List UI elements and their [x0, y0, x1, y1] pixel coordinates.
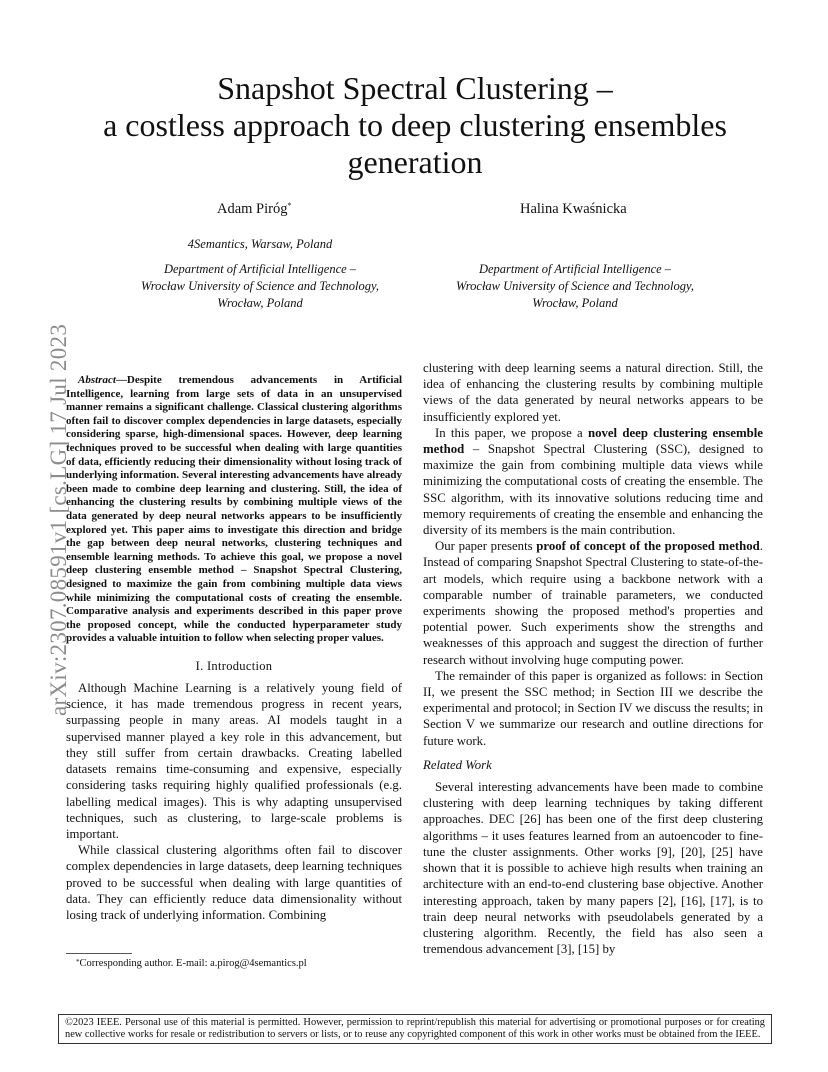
abstract-label: Abstract	[78, 374, 116, 386]
title-line: a costless approach to deep clustering ensembles	[103, 107, 727, 143]
arxiv-identifier: arXiv:2307.08591v1 [cs.LG] 17 Jul 2023	[46, 323, 71, 716]
footnote-divider	[66, 953, 132, 954]
body-paragraph: Several interesting advancements have been made to combine clustering with deep learning techniques by taking different approaches. DEC [26] has been one of the first deep clustering algorithms – it uses features learned from an autoencoder to fine-tune the cluster assignments. Other works [9], [20], [25] have shown that it is possible to achieve high results when training an architecture with an end-to-end clustering base objective. Another interesting approach, taken by many papers [2], [16], [17], is to train deep neural networks with pseudolabels generated by a clustering algorithm. Recently, the field has also seen a tremendous advancement [3], [15] by	[423, 780, 763, 957]
author-second	[520, 201, 627, 218]
subsection-heading-related-work: Related Work	[423, 757, 492, 772]
body-paragraph: clustering with deep learning seems a natural direction. Still, the idea of enhancing the clustering results by combining multiple views of the data generated by neural networks appears to be insufficiently explored yet.	[423, 361, 763, 424]
right-column	[423, 360, 763, 957]
body-paragraph: The remainder of this paper is organized as follows: in Section II, we present the SSC method; in Section III we describe the experimental and protocol; in Section IV we discuss the results; in Section V we summarize our research and outline directions for future work.	[423, 668, 763, 748]
author-mark: *	[287, 201, 292, 210]
footnote-mark: *	[76, 958, 80, 966]
footnote	[76, 958, 307, 969]
proof-emphasis: proof of concept of the proposed method	[536, 539, 760, 554]
abstract	[66, 374, 402, 646]
author-name: Halina Kwaśnicka	[520, 201, 627, 217]
copyright-notice: ©2023 IEEE. Personal use of this material is permitted. However, permission to reprint/republish this material for advertising or promotional purposes or for creating new collective works for resale or redistribution to servers or lists, or to reuse any copyrighted component of this work in other works must be obtained from the IEEE.	[58, 1014, 772, 1044]
intro-paragraph: While classical clustering algorithms often fail to discover complex dependencies in large datasets, deep learning techniques proved to be successful when dealing with large quantities of data. They can efficiently reduce data dimensionality without losing track of underlying information. Combining	[66, 843, 402, 922]
body-paragraph: Our paper presents proof of concept of the proposed method. Instead of comparing Snapshot Spectral Clustering to state-of-the-art models, which require using a backbone network with a comparable number of trainable parameters, we conducted experiments showing the proposed method's properties and potential power. Such experiments show the strengths and weaknesses of this approach and suggest the direction of further research without involving huge computing power.	[423, 539, 763, 667]
affiliation-first: Department of Artificial Intelligence – Wrocław University of Science and Technology, Wrocław, Poland	[141, 262, 379, 310]
body-paragraph: In this paper, we propose a novel deep clustering ensemble method – Snapshot Spectral Clustering (SSC), designed to maximize the gain from combining multiple data views while minimizing the computational costs of creating the ensemble. The SSC algorithm, with its innovative solutions reducing time and memory requirements of creating the ensemble and enhancing the diversity of its members is the main contribution.	[423, 425, 763, 538]
title-line: generation	[347, 144, 483, 180]
left-column	[66, 374, 402, 923]
author-first	[217, 201, 291, 218]
author-name: Adam Piróg	[217, 201, 288, 217]
intro-paragraph: Although Machine Learning is a relatively young field of science, it has made tremendous progress in recent years, surpassing people in many areas. AI models taught in a supervised manner played a key role in this advancement, but they still suffer from certain drawbacks. Creating labelled datasets remains time-consuming and expensive, especially considering tasks requiring highly qualified professionals (e.g. labelling medical images). This is why adapting unsupervised techniques, such as clustering, to large-scale problems is important.	[66, 681, 402, 841]
paper-title	[60, 70, 770, 181]
footnote-text: Corresponding author. E-mail: a.pirog@4semantics.pl	[79, 958, 307, 969]
section-heading-introduction: I. Introduction	[195, 658, 273, 673]
title-line: Snapshot Spectral Clustering –	[217, 70, 613, 106]
affiliation-company: 4Semantics, Warsaw, Poland	[187, 237, 333, 251]
contribution-emphasis: novel deep clustering ensemble method	[423, 425, 763, 457]
abstract-text: —Despite tremendous advancements in Artificial Intelligence, learning from large sets of data in an unsupervised manner remains a significant challenge. Classical clustering algorithms often fail to discover complex dependencies in large datasets, especially considering sparse, high-dimensional spaces. However, deep learning techniques proved to be successful when dealing with large quantities of data, efficiently reducing their dimensionality without losing track of underlying information. Several interesting advancements have already been made to combine deep learning and clustering. Still, the idea of enhancing the clustering results by combining multiple views of the data generated by deep neural networks appears to be insufficiently explored yet. This paper aims to investigate this direction and bridge the gap between deep neural networks, clustering techniques and ensemble learning methods. To achieve this goal, we propose a novel deep clustering ensemble method – Snapshot Spectral Clustering, designed to maximize the gain from combining multiple data views while minimizing the computational costs of creating the ensemble. Comparative analysis and experiments described in this paper prove the proposed concept, while the conducted hyperparameter study provides a valuable intuition to follow when selecting proper values.	[66, 374, 402, 645]
affiliation-second: Department of Artificial Intelligence – Wrocław University of Science and Technology, Wrocław, Poland	[456, 262, 694, 310]
